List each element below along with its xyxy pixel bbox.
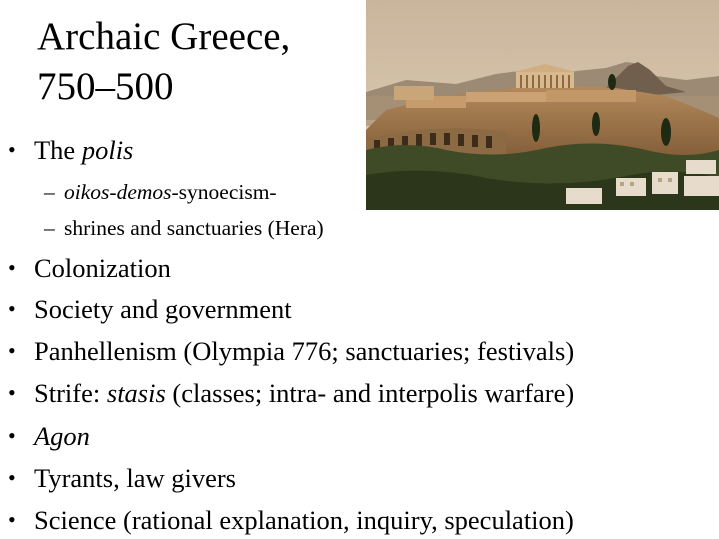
bullet-marker: • xyxy=(8,465,16,490)
sub-text-rest: -synoecism- xyxy=(171,180,277,204)
bullet-text: Colonization xyxy=(34,253,171,283)
bullet-marker: • xyxy=(8,255,16,280)
sub-bullet-marker: – xyxy=(44,180,55,204)
bullet-text: Society and government xyxy=(34,294,292,324)
bullet-marker: • xyxy=(8,296,16,321)
bullet-marker: • xyxy=(8,423,16,448)
bullet-text-plain: The xyxy=(34,135,82,165)
bullet-text xyxy=(34,377,574,409)
title-line-2: 750–500 xyxy=(37,65,174,108)
sub-bullet-marker: – xyxy=(44,216,55,240)
bullet-text xyxy=(34,134,133,166)
sub-text-italic-1: oikos xyxy=(64,180,110,204)
bullet-text-italic: polis xyxy=(81,135,134,165)
sub-bullet-text: shrines and sanctuaries (Hera) xyxy=(64,216,324,240)
title-line-1: Archaic Greece, xyxy=(37,15,291,58)
sub-text-italic-2: demos xyxy=(116,180,172,204)
bullet-text: Science (rational explanation, inquiry, speculation) xyxy=(34,505,574,535)
bullet-marker: • xyxy=(8,380,16,405)
bullet-marker: • xyxy=(8,137,16,162)
bullet-marker: • xyxy=(8,507,16,532)
acropolis-photo xyxy=(366,0,719,210)
bullet-marker: • xyxy=(8,338,16,363)
bullet-text-italic: stasis xyxy=(106,378,166,408)
slide-title xyxy=(37,12,290,112)
sub-bullet-text xyxy=(64,178,277,206)
bullet-text-rest: (classes; intra- and interpolis warfare) xyxy=(165,378,575,408)
bullet-text: Panhellenism (Olympia 776; sanctuaries; festivals) xyxy=(34,336,575,366)
bullet-text: Tyrants, law givers xyxy=(34,463,236,493)
bullet-text-italic: Agon xyxy=(34,421,90,451)
bullet-text xyxy=(34,420,90,452)
bullet-text-plain: Strife: xyxy=(34,378,107,408)
sub-text-sep: - xyxy=(109,180,117,204)
